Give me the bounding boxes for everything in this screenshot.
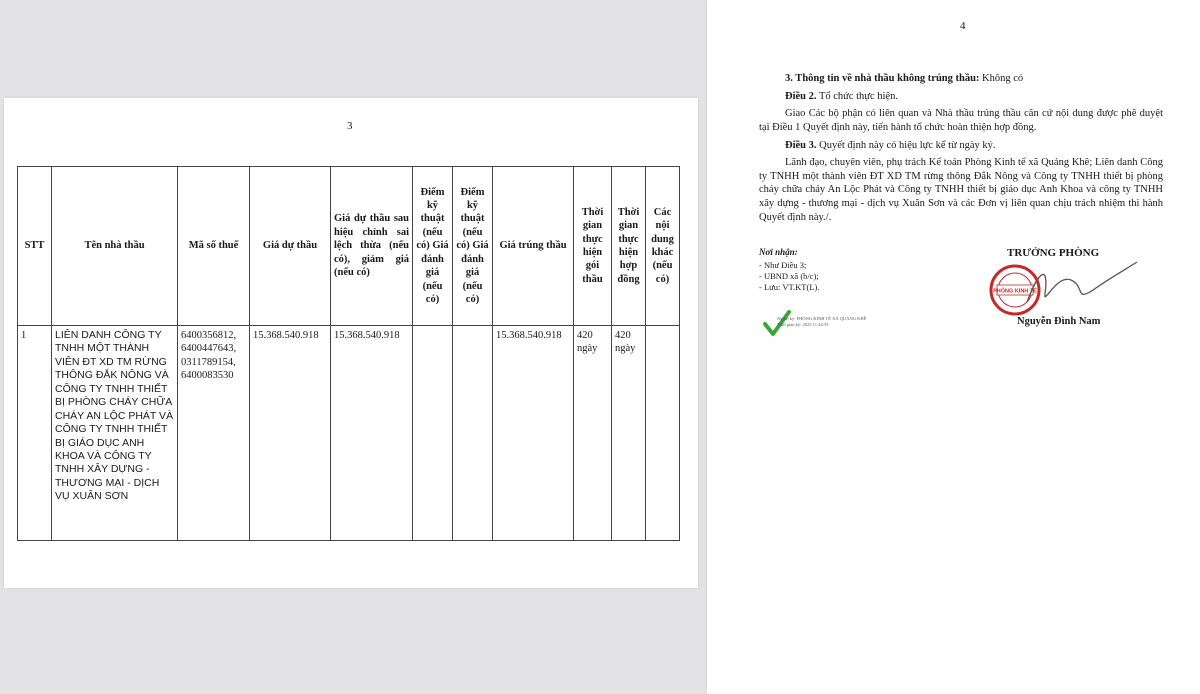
header-stt: STT (18, 167, 52, 326)
header-package-time: Thời gian thực hiện gói thầu (574, 167, 612, 326)
bid-results-table (17, 166, 680, 541)
header-other-content: Các nội dung khác (nếu có) (646, 167, 680, 326)
cell-bid-price: 15.368.540.918 (250, 326, 331, 541)
seal-text: PHÒNG KINH TẾ (993, 288, 1037, 295)
decision-body (759, 72, 1163, 228)
cell-winning-price: 15.368.540.918 (493, 326, 574, 541)
esign-line: Thời gian ký: 2025 11:44:35 (777, 322, 829, 328)
responsibility-paragraph: Lãnh đạo, chuyên viên, phụ trách Kế toán Phòng Kinh tế xã Quảng Khê; Liên danh Công ty TNHH một thành viên ĐT XD TM rừng thông Đắk Nông và Công ty TNHH thiết bị phòng cháy chữa cháy An Lộc Phát và Công ty TNHH thiết bị giáo dục Anh Khoa và công ty TNHH xây dựng - thương mại - dịch vụ Xuân Sơn và các Đơn vị liên quan chịu trách nhiệm thi hành Quyết định này./. (759, 157, 1163, 223)
header-bid-price: Giá dự thầu (250, 167, 331, 326)
signer-name: Nguyễn Đình Nam (1017, 316, 1101, 327)
recipients-block (759, 247, 919, 294)
page-4 (707, 0, 1200, 694)
section-3-value: Không có (982, 73, 1024, 84)
cell-stt: 1 (18, 326, 52, 541)
cell-tax-code: 6400356812, 6400447643, 0311789154, 6400083530 (178, 326, 250, 541)
recipient-item: - Lưu: VT.KT(L). (759, 282, 820, 293)
article-2-body: Giao Các bộ phận có liên quan và Nhà thầu trúng thầu căn cứ nội dung được phê duyệt tại Điều 1 Quyết định này, tiến hành tổ chức hoàn thiện hợp đồng. (759, 108, 1163, 133)
cell-technical-score-1 (413, 326, 453, 541)
cell-other-content (646, 326, 680, 541)
recipient-item: - Như Điều 3; (759, 259, 807, 270)
header-technical-score-1: Điểm kỹ thuật (nếu có) Giá đánh giá (nếu có) (413, 167, 453, 326)
page-number: 3 (347, 120, 353, 132)
header-tax-code: Mã số thuế (178, 167, 250, 326)
article-3-label: Điều 3. (785, 139, 817, 151)
page-number: 4 (960, 20, 966, 32)
page-3 (4, 98, 698, 588)
header-contractor-name: Tên nhà thầu (52, 167, 178, 326)
section-3-title: 3. Thông tin về nhà thầu không trúng thầu: (785, 73, 980, 84)
recipient-item: - UBND xã (b/c); (759, 271, 819, 282)
header-technical-score-2: Điểm kỹ thuật (nếu có) Giá đánh giá (nếu có) (453, 167, 493, 326)
recipients-title: Nơi nhận: (759, 247, 798, 257)
digital-signature-info (777, 316, 917, 328)
article-2-heading (759, 90, 1163, 104)
esign-line: Người ký: PHÒNG KINH TẾ XÃ QUẢNG KHÊ (777, 316, 867, 321)
cell-contractor-name: LIÊN DANH CÔNG TY TNHH MỘT THÀNH VIÊN ĐT XD TM RỪNG THÔNG ĐẮK NÔNG VÀ CÔNG TY TNHH THIẾT BỊ PHÒNG CHÁY CHỮA CHÁY AN LỘC PHÁT VÀ CÔNG TY TNHH THIẾT BỊ GIÁO DỤC ANH KHOA VÀ CÔNG TY TNHH XÂY DỰNG - THƯƠNG MẠI - DỊCH VỤ XUÂN SƠN (52, 326, 178, 541)
table-header-row (18, 167, 680, 326)
cell-adjusted-price: 15.368.540.918 (331, 326, 413, 541)
cell-technical-score-2 (453, 326, 493, 541)
header-contract-time: Thời gian thực hiện hợp đồng (612, 167, 646, 326)
article-2-title: Tổ chức thực hiện. (818, 90, 898, 102)
header-winning-price: Giá trúng thầu (493, 167, 574, 326)
table-row (18, 326, 680, 541)
article-2-label: Điều 2. (785, 90, 817, 102)
article-3-body: Quyết định này có hiệu lực kể từ ngày ký. (819, 139, 996, 151)
article-3 (759, 139, 1163, 153)
signer-title: TRƯỞNG PHÒNG (1007, 247, 1100, 259)
cell-contract-time: 420 ngày (612, 326, 646, 541)
cell-package-time: 420 ngày (574, 326, 612, 541)
header-adjusted-price: Giá dự thầu sau hiệu chỉnh sai lệch thừa (nếu có), giảm giá (nếu có) (331, 167, 413, 326)
section-3 (759, 72, 1163, 86)
